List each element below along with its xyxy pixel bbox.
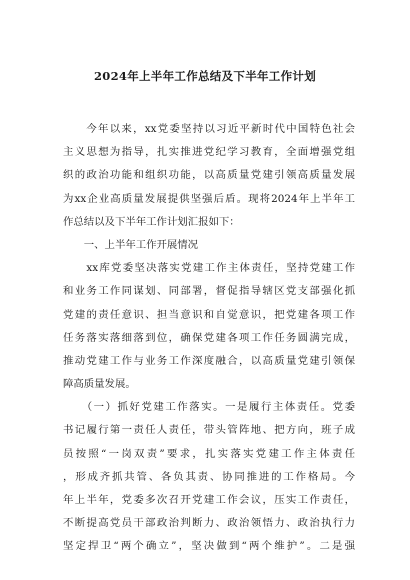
- text-line: ，形成齐抓共管、各负其责、协同推进的工作格局。今: [63, 470, 355, 483]
- text-line: 作总结以及下半年工作计划汇报如下：: [63, 215, 240, 228]
- document-title: 2024年上半年工作总结及下半年工作计划: [93, 69, 316, 83]
- section-heading: 一、上半年工作开展情况: [63, 238, 199, 251]
- document-body: [63, 118, 355, 559]
- text-line: 党建的责任意识、担当意识和自觉意识，把党建各项工作: [63, 308, 355, 321]
- section-heading-first-half: [63, 234, 355, 257]
- text-line: （一）抓好党建工作落实。一是履行主体责任。党委: [63, 401, 355, 414]
- text-line: 为xx企业高质量发展提供坚强后盾。现将2024年上半年工: [63, 192, 355, 205]
- text-line: 障高质量发展。: [63, 378, 136, 391]
- text-line: 任务落实落细落到位，确保党建各项工作任务圆满完成，: [63, 331, 355, 344]
- text-line: 主义思想为指导，扎实推进党纪学习教育，全面增强党组: [63, 146, 355, 159]
- text-line: 今年以来，xx党委坚持以习近平新时代中国特色社会: [63, 123, 355, 135]
- paragraph-implementation: [63, 396, 355, 558]
- text-line: 不断提高党员干部政治判断力、政治领悟力、政治执行力: [63, 517, 355, 530]
- text-line: 坚定捍卫“两个确立”，坚决做到“两个维护”。二是强: [63, 540, 355, 553]
- text-line: xx库党委坚决落实党建工作主体责任，坚持党建工作: [63, 262, 355, 275]
- text-line: 书记履行第一责任人责任，带头管阵地、把方向，班子成: [63, 424, 355, 437]
- text-line: 员按照“一岗双责”要求，扎实落实党建工作主体责任: [63, 447, 355, 460]
- text-line: 年上半年，党委多次召开党建工作会议，压实工作责任，: [63, 494, 355, 506]
- text-line: 和业务工作同谋划、同部署，督促指导辖区党支部强化抓: [63, 285, 355, 298]
- text-line: 织的政治功能和组织功能，以高质量党建引领高质量发展: [63, 169, 355, 182]
- paragraph-intro: [63, 118, 355, 234]
- text-line: 推动党建工作与业务工作深度融合，以高质量党建引领保: [63, 354, 355, 367]
- paragraph-party-responsibility: [63, 257, 355, 396]
